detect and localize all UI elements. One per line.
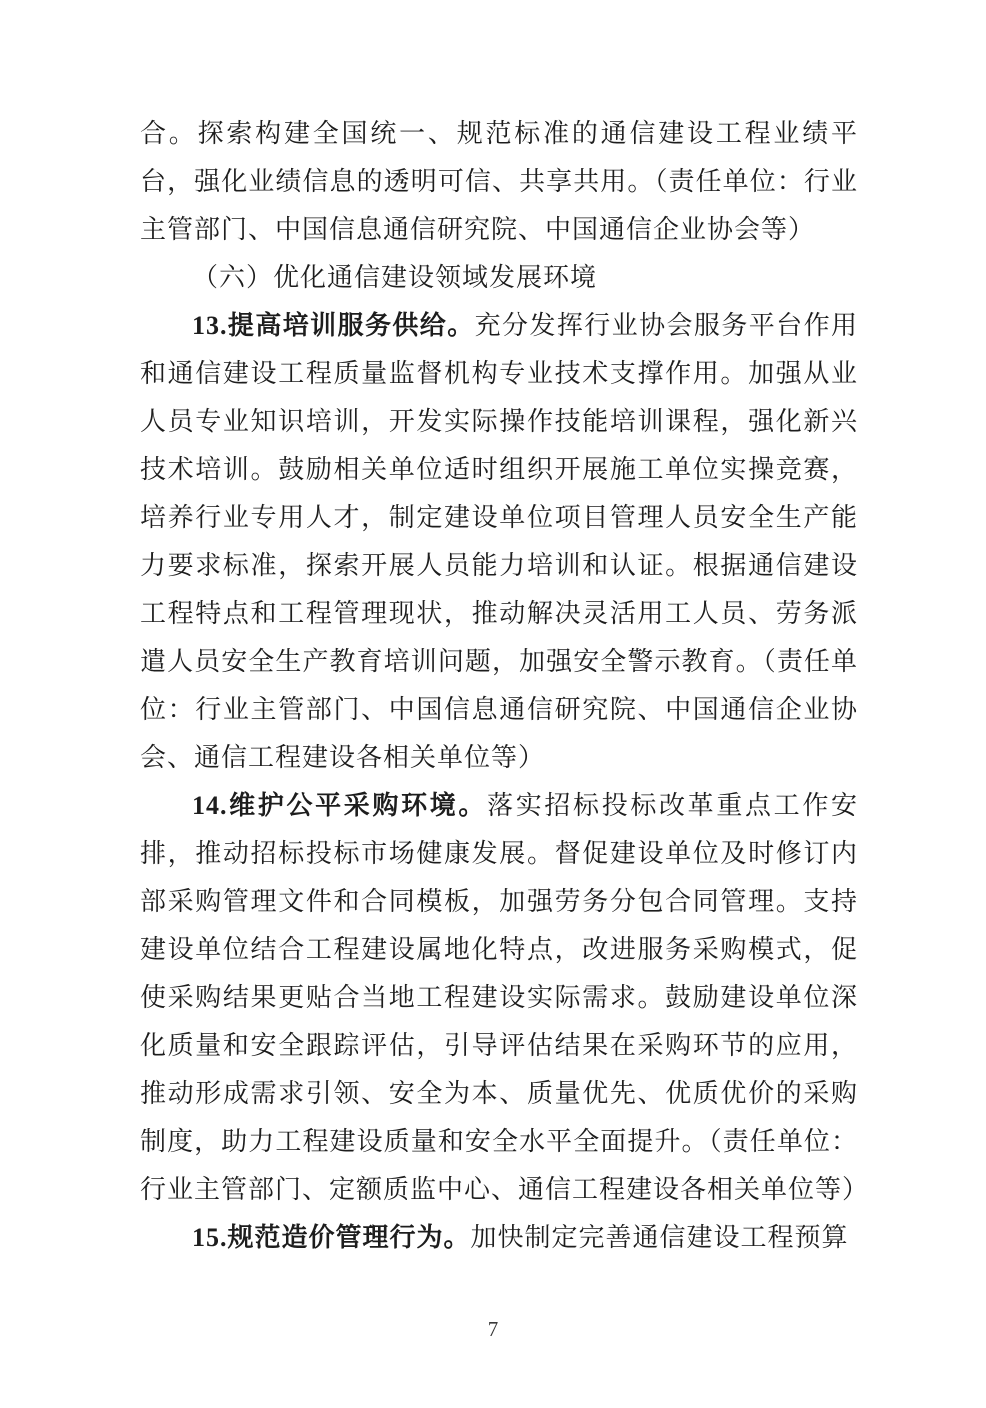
item-14-lead: 14.维护公平采购环境。 (192, 791, 488, 820)
numbered-item-15 (140, 1214, 858, 1262)
item-13-lead: 13.提高培训服务供给。 (192, 311, 475, 340)
item-14-body: 落实招标投标改革重点工作安排，推动招标投标市场健康发展。督促建设单位及时修订内部采购管理文件和合同模板，加强劳务分包合同管理。支持建设单位结合工程建设属地化特点，改进服务采购模式，促使采购结果更贴合当地工程建设实际需求。鼓励建设单位深化质量和安全跟踪评估，引导评估结果在采购环节的应用，推动形成需求引领、安全为本、质量优先、优质优价的采购制度，助力工程建设质量和安全水平全面提升。（责任单位：行业主管部门、定额质监中心、通信工程建设各相关单位等） (140, 791, 870, 1204)
continuation-paragraph: 合。探索构建全国统一、规范标准的通信建设工程业绩平台，强化业绩信息的透明可信、共享共用。（责任单位：行业主管部门、中国信息通信研究院、中国通信企业协会等） (140, 119, 858, 244)
page-number: 7 (487, 1317, 499, 1341)
page-content (140, 110, 870, 1262)
section-heading: （六）优化通信建设领域发展环境 (192, 263, 598, 292)
item-15-body: 加快制定完善通信建设工程预算 (470, 1223, 849, 1252)
numbered-item-13 (140, 302, 858, 782)
item-15-lead: 15.规范造价管理行为。 (192, 1223, 471, 1252)
numbered-item-14 (140, 782, 870, 1214)
item-13-body: 充分发挥行业协会服务平台作用和通信建设工程质量监督机构专业技术支撑作用。加强从业人员专业知识培训，开发实际操作技能培训课程，强化新兴技术培训。鼓励相关单位适时组织开展施工单位实操竞赛，培养行业专用人才，制定建设单位项目管理人员安全生产能力要求标准，探索开展人员能力培训和认证。根据通信建设工程特点和工程管理现状，推动解决灵活用工人员、劳务派遣人员安全生产教育培训问题，加强安全警示教育。（责任单位：行业主管部门、中国信息通信研究院、中国通信企业协会、通信工程建设各相关单位等） (140, 311, 858, 772)
